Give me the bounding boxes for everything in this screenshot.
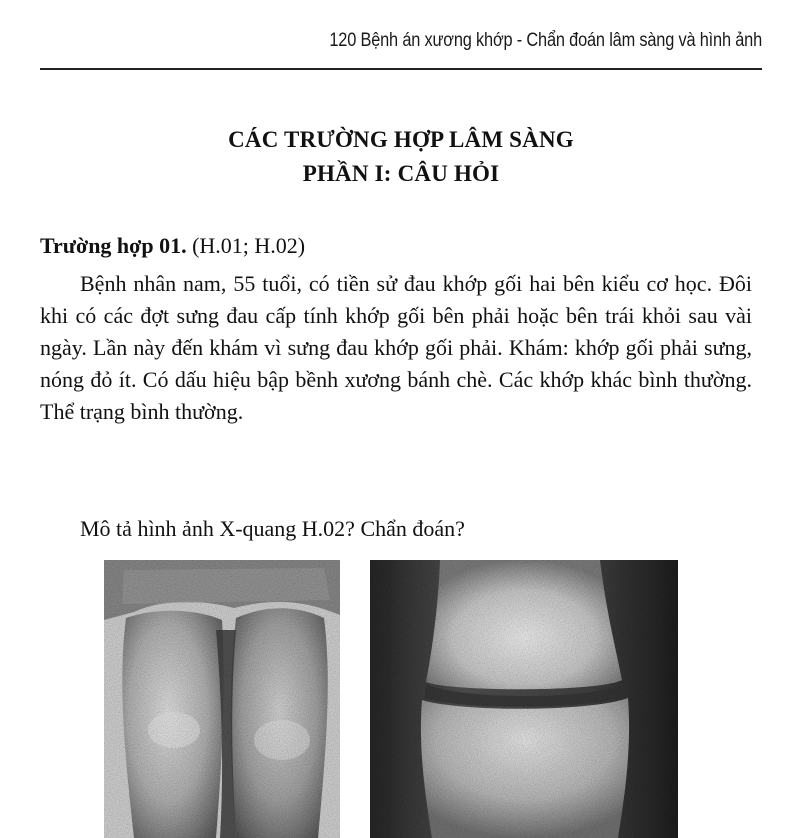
knee-xray-icon xyxy=(370,560,678,838)
case-label: Trường hợp 01. xyxy=(40,233,187,258)
case-figure-refs: (H.01; H.02) xyxy=(192,233,306,258)
case-question: Mô tả hình ảnh X-quang H.02? Chẩn đoán? xyxy=(80,516,465,541)
header-rule xyxy=(40,68,762,70)
section-title: CÁC TRƯỜNG HỢP LÂM SÀNG xyxy=(228,127,574,152)
running-header: 120 Bệnh án xương khớp - Chẩn đoán lâm sàng và hình ảnh xyxy=(329,30,762,51)
knees-photo-icon xyxy=(104,560,340,838)
section-subtitle: PHẦN I: CÂU HỎI xyxy=(302,161,500,186)
case-description: Bệnh nhân nam, 55 tuổi, có tiền sử đau khớp gối hai bên kiểu cơ học. Đôi khi có các đợt sưng đau cấp tính khớp gối bên phải hoặc bên trái khỏi sau vài ngày. Lần này đến khám vì sưng đau khớp gối phải. Khám: khớp gối phải sưng, nóng đỏ ít. Có dấu hiệu bập bềnh xương bánh chè. Các khớp khác bình thường. Thể trạng bình thường. xyxy=(40,271,752,424)
case-heading xyxy=(40,233,305,259)
